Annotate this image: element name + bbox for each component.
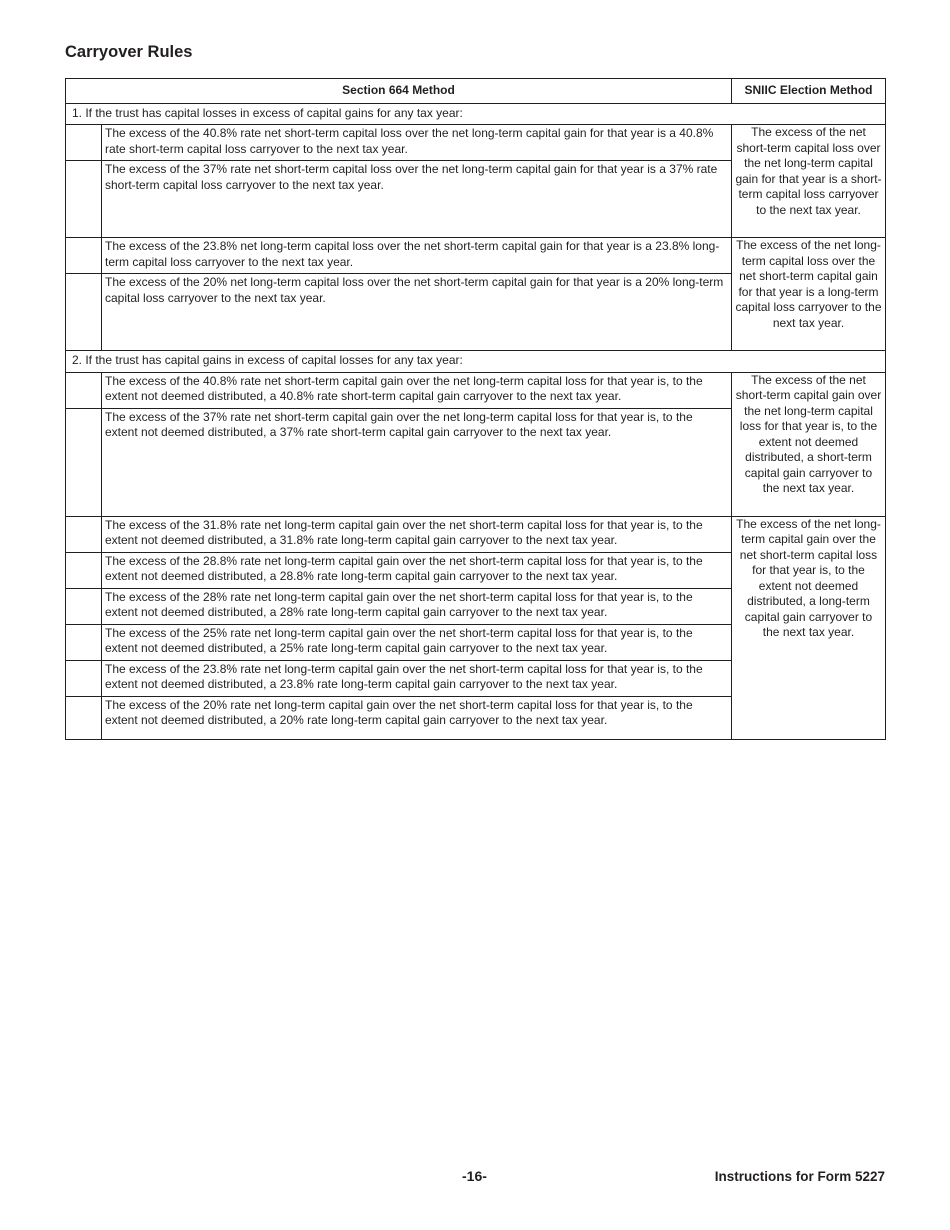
indent-cell: [66, 238, 102, 274]
page-number: -16-: [462, 1168, 487, 1184]
table-row: [66, 372, 886, 408]
section-heading-row: [66, 351, 886, 373]
table-header-row: [66, 79, 886, 104]
indent-cell: [66, 516, 102, 552]
table-row: [66, 125, 886, 161]
rule-text: The excess of the 40.8% rate net short-term capital gain over the net long-term capital loss for that year is, to the extent not deemed distributed, a 40.8% rate short-term capital gain carryover to the next tax year.: [102, 372, 732, 408]
carryover-rules-table: [65, 78, 886, 740]
indent-cell: [66, 696, 102, 739]
header-sniic: SNIIC Election Method: [732, 79, 886, 104]
indent-cell: [66, 274, 102, 351]
page-title: Carryover Rules: [65, 43, 193, 61]
rule-text: The excess of the 31.8% rate net long-term capital gain over the net short-term capital loss for that year is, to the extent not deemed distributed, a 31.8% rate long-term capital gain carryover to the next tax year.: [102, 516, 732, 552]
sniic-text: The excess of the net long-term capital loss over the net short-term capital gain for that year is a long-term capital loss carryover to the next tax year.: [732, 238, 886, 351]
rule-text: The excess of the 20% rate net long-term capital gain over the net short-term capital loss for that year is, to the extent not deemed distributed, a 20% rate long-term capital gain carryover to the next tax year.: [102, 696, 732, 739]
indent-cell: [66, 125, 102, 161]
indent-cell: [66, 624, 102, 660]
section-heading: 1. If the trust has capital losses in excess of capital gains for any tax year:: [66, 103, 886, 125]
indent-cell: [66, 660, 102, 696]
rule-text: The excess of the 40.8% rate net short-term capital loss over the net long-term capital gain for that year is a 40.8% rate short-term capital loss carryover to the next tax year.: [102, 125, 732, 161]
section-heading-row: [66, 103, 886, 125]
rule-text: The excess of the 20% net long-term capital loss over the net short-term capital gain for that year is a 20% long-term capital loss carryover to the next tax year.: [102, 274, 732, 351]
rule-text: The excess of the 25% rate net long-term capital gain over the net short-term capital loss for that year is, to the extent not deemed distributed, a 25% rate long-term capital gain carryover to the next tax year.: [102, 624, 732, 660]
rule-text: The excess of the 28.8% rate net long-term capital gain over the net short-term capital loss for that year is, to the extent not deemed distributed, a 28.8% rate long-term capital gain carryover to the next tax year.: [102, 552, 732, 588]
rule-text: The excess of the 23.8% rate net long-term capital gain over the net short-term capital loss for that year is, to the extent not deemed distributed, a 23.8% rate long-term capital gain carryover to the next tax year.: [102, 660, 732, 696]
indent-cell: [66, 588, 102, 624]
sniic-text: The excess of the net short-term capital gain over the net long-term capital loss for that year is, to the extent not deemed distributed, a short-term capital gain carryover to the next tax year.: [732, 372, 886, 516]
table-row: [66, 238, 886, 274]
header-section-664: Section 664 Method: [66, 79, 732, 104]
rule-text: The excess of the 28% rate net long-term capital gain over the net short-term capital loss for that year is, to the extent not deemed distributed, a 28% rate long-term capital gain carryover to the next tax year.: [102, 588, 732, 624]
form-name: Instructions for Form 5227: [714, 1169, 885, 1184]
rule-text: The excess of the 37% rate net short-term capital loss over the net long-term capital gain for that year is a 37% rate short-term capital loss carryover to the next tax year.: [102, 161, 732, 238]
sniic-text: The excess of the net long-term capital gain over the net short-term capital loss for that year is, to the extent not deemed distributed, a long-term capital gain carryover to the next tax year.: [732, 516, 886, 739]
table-row: [66, 516, 886, 552]
indent-cell: [66, 552, 102, 588]
indent-cell: [66, 372, 102, 408]
rule-text: The excess of the 23.8% net long-term capital loss over the net short-term capital gain for that year is a 23.8% long-term capital loss carryover to the next tax year.: [102, 238, 732, 274]
section-heading: 2. If the trust has capital gains in excess of capital losses for any tax year:: [66, 351, 886, 373]
indent-cell: [66, 408, 102, 516]
indent-cell: [66, 161, 102, 238]
sniic-text: The excess of the net short-term capital loss over the net long-term capital gain for that year is a short-term capital loss carryover to the next tax year.: [732, 125, 886, 238]
rule-text: The excess of the 37% rate net short-term capital gain over the net long-term capital loss for that year is, to the extent not deemed distributed, a 37% rate short-term capital gain carryover to the next tax year.: [102, 408, 732, 516]
